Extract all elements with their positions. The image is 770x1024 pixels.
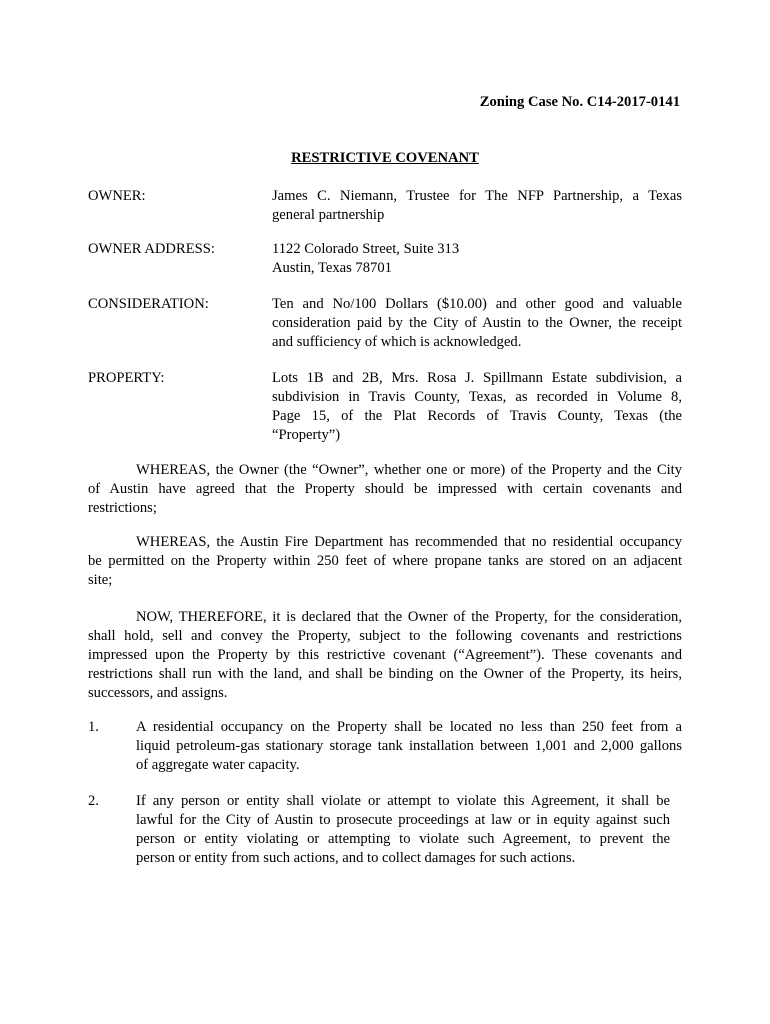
- property-label: PROPERTY:: [88, 370, 165, 386]
- whereas-paragraph-1: [88, 461, 682, 518]
- consideration-line: and sufficiency of which is acknowledged.: [272, 334, 522, 350]
- item-line: A residential occupancy on the Property shall be located no less than 250 feet from a: [136, 719, 682, 735]
- paragraph-line: NOW, THEREFORE, it is declared that the Owner of the Property, for the consideration,: [136, 609, 682, 625]
- item-number: 1.: [88, 719, 99, 735]
- item-line: liquid petroleum-gas stationary storage tank installation between 1,001 and 2,000 gallons: [136, 738, 682, 754]
- document-title: RESTRICTIVE COVENANT: [291, 150, 479, 166]
- zoning-case-number: Zoning Case No. C14-2017-0141: [479, 94, 680, 110]
- item-body: [136, 792, 670, 868]
- paragraph-line: shall hold, sell and convey the Property, subject to the following covenants and restrictions: [88, 628, 682, 644]
- property-field: [88, 369, 682, 445]
- property-value: [272, 369, 682, 445]
- owner-line: James C. Niemann, Trustee for The NFP Partnership, a Texas: [272, 188, 682, 204]
- paragraph-line: WHEREAS, the Owner (the “Owner”, whether one or more) of the Property and the City: [136, 462, 682, 478]
- item-line: of aggregate water capacity.: [136, 757, 300, 773]
- consideration-field: [88, 295, 682, 352]
- owner-address-field: [88, 240, 682, 278]
- covenant-item-1: [88, 718, 682, 775]
- paragraph-line: successors, and assigns.: [88, 685, 228, 701]
- consideration-line: Ten and No/100 Dollars ($10.00) and other good and valuable: [272, 296, 682, 312]
- covenant-item-2: [88, 792, 682, 868]
- owner-address-label: OWNER ADDRESS:: [88, 241, 215, 257]
- owner-line: general partnership: [272, 207, 385, 223]
- owner-address-line: 1122 Colorado Street, Suite 313: [272, 241, 460, 257]
- paragraph-line: site;: [88, 572, 113, 588]
- item-body: [136, 718, 682, 775]
- property-line: subdivision in Travis County, Texas, as recorded in Volume 8,: [272, 389, 682, 405]
- property-line: Page 15, of the Plat Records of Travis County, Texas (the: [272, 408, 682, 424]
- whereas-paragraph-2: [88, 533, 682, 590]
- owner-field: [88, 187, 682, 225]
- paragraph-line: WHEREAS, the Austin Fire Department has recommended that no residential occupancy: [136, 534, 682, 550]
- item-line: person or entity violating or attempting to violate such Agreement, to prevent the: [136, 831, 670, 847]
- paragraph-line: of Austin have agreed that the Property should be impressed with certain covenants and: [88, 481, 682, 497]
- item-line: person or entity from such actions, and to collect damages for such actions.: [136, 850, 576, 866]
- item-number: 2.: [88, 793, 99, 809]
- paragraph-line: be permitted on the Property within 250 feet of where propane tanks are stored on an adjacent: [88, 553, 682, 569]
- property-line: “Property”): [272, 427, 341, 443]
- property-line: Lots 1B and 2B, Mrs. Rosa J. Spillmann Estate subdivision, a: [272, 370, 682, 386]
- paragraph-line: restrictions;: [88, 500, 157, 516]
- now-therefore-paragraph: [88, 608, 682, 703]
- item-line: If any person or entity shall violate or attempt to violate this Agreement, it shall be: [136, 793, 670, 809]
- owner-address-line: Austin, Texas 78701: [272, 260, 392, 276]
- owner-address-value: [272, 240, 682, 278]
- consideration-line: consideration paid by the City of Austin to the Owner, the receipt: [272, 315, 682, 331]
- paragraph-line: restrictions shall run with the land, and shall be binding on the Owner of the Property, its heirs,: [88, 666, 682, 682]
- owner-value: [272, 187, 682, 225]
- consideration-value: [272, 295, 682, 352]
- paragraph-line: impressed upon the Property by this restrictive covenant (“Agreement”). These covenants and: [88, 647, 682, 663]
- item-line: lawful for the City of Austin to prosecute proceedings at law or in equity against such: [136, 812, 670, 828]
- owner-label: OWNER:: [88, 188, 146, 204]
- consideration-label: CONSIDERATION:: [88, 296, 209, 312]
